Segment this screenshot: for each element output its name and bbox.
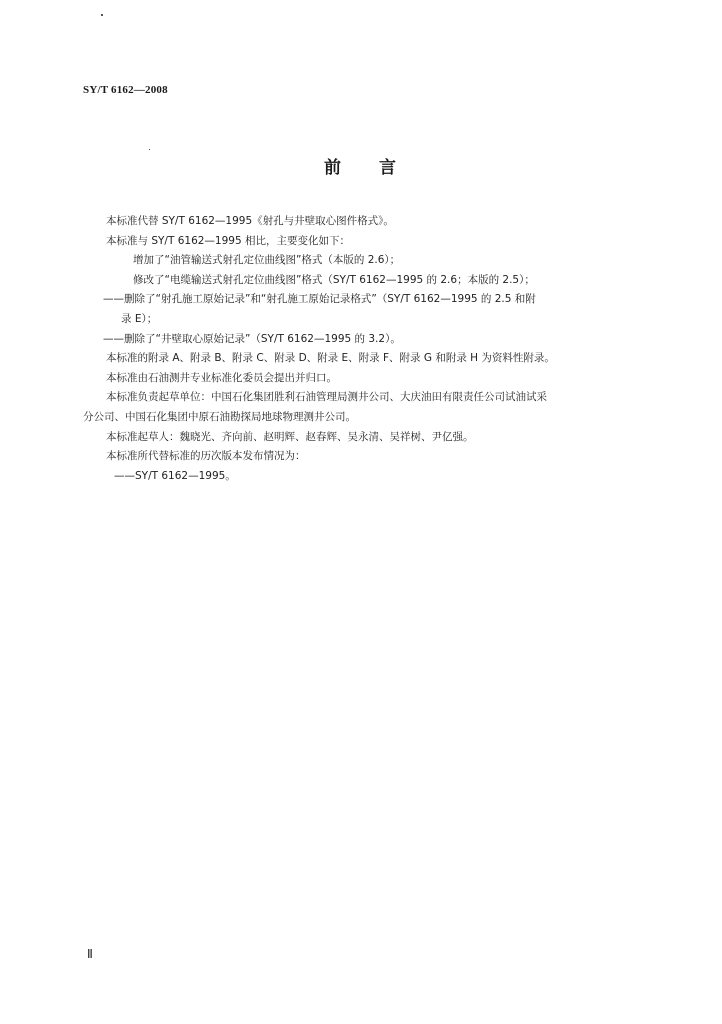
paragraph-drafting-units-cont: 分公司、中国石化集团中原石油勘探局地球物理测井公司。 — [83, 410, 356, 423]
paragraph-proposer: 本标准由石油测井专业标准化委员会提出并归口。 — [106, 371, 337, 384]
list-item-deleted-2: ——删除了“井壁取心原始记录”（SY/T 6162—1995 的 3.2）。 — [103, 332, 401, 345]
standard-code: SY/T 6162—2008 — [83, 84, 168, 96]
paragraph-appendices: 本标准的附录 A、附录 B、附录 C、附录 D、附录 E、附录 F、附录 G 和附录 H 为资料性附录。 — [106, 352, 555, 365]
scan-speck — [101, 14, 103, 16]
paragraph-changes-intro: 本标准与 SY/T 6162—1995 相比，主要变化如下： — [106, 234, 350, 247]
foreword-body — [83, 212, 643, 486]
page-title — [0, 153, 722, 178]
paragraph-replaces: 本标准代替 SY/T 6162—1995《射孔与井壁取心图件格式》。 — [106, 215, 394, 227]
list-item-history: ——SY/T 6162—1995。 — [114, 469, 236, 482]
list-item-added: 增加了“油管输送式射孔定位曲线图”格式（本版的 2.6）； — [133, 254, 401, 267]
list-item-deleted-1-cont: 录 E）； — [121, 312, 158, 325]
title-char-2: 言 — [379, 158, 398, 178]
paragraph-drafters: 本标准起草人：魏晓光、齐向前、赵明辉、赵春辉、吴永清、吴祥树、尹亿强。 — [106, 430, 474, 443]
scan-speck — [149, 149, 150, 150]
paragraph-drafting-units: 本标准负责起草单位：中国石化集团胜利石油管理局测井公司、大庆油田有限责任公司试油试采 — [106, 391, 547, 404]
list-item-modified: 修改了“电缆输送式射孔定位曲线图”格式（SY/T 6162—1995 的 2.6；本版的 2.5）； — [133, 273, 535, 286]
paragraph-history-intro: 本标准所代替标准的历次版本发布情况为： — [106, 450, 306, 463]
title-char-1: 前 — [324, 158, 343, 178]
list-item-deleted-1: ——删除了“射孔施工原始记录”和“射孔施工原始记录格式”（SY/T 6162—1995 的 2.5 和附 — [103, 293, 536, 306]
page-number: Ⅱ — [87, 947, 92, 961]
